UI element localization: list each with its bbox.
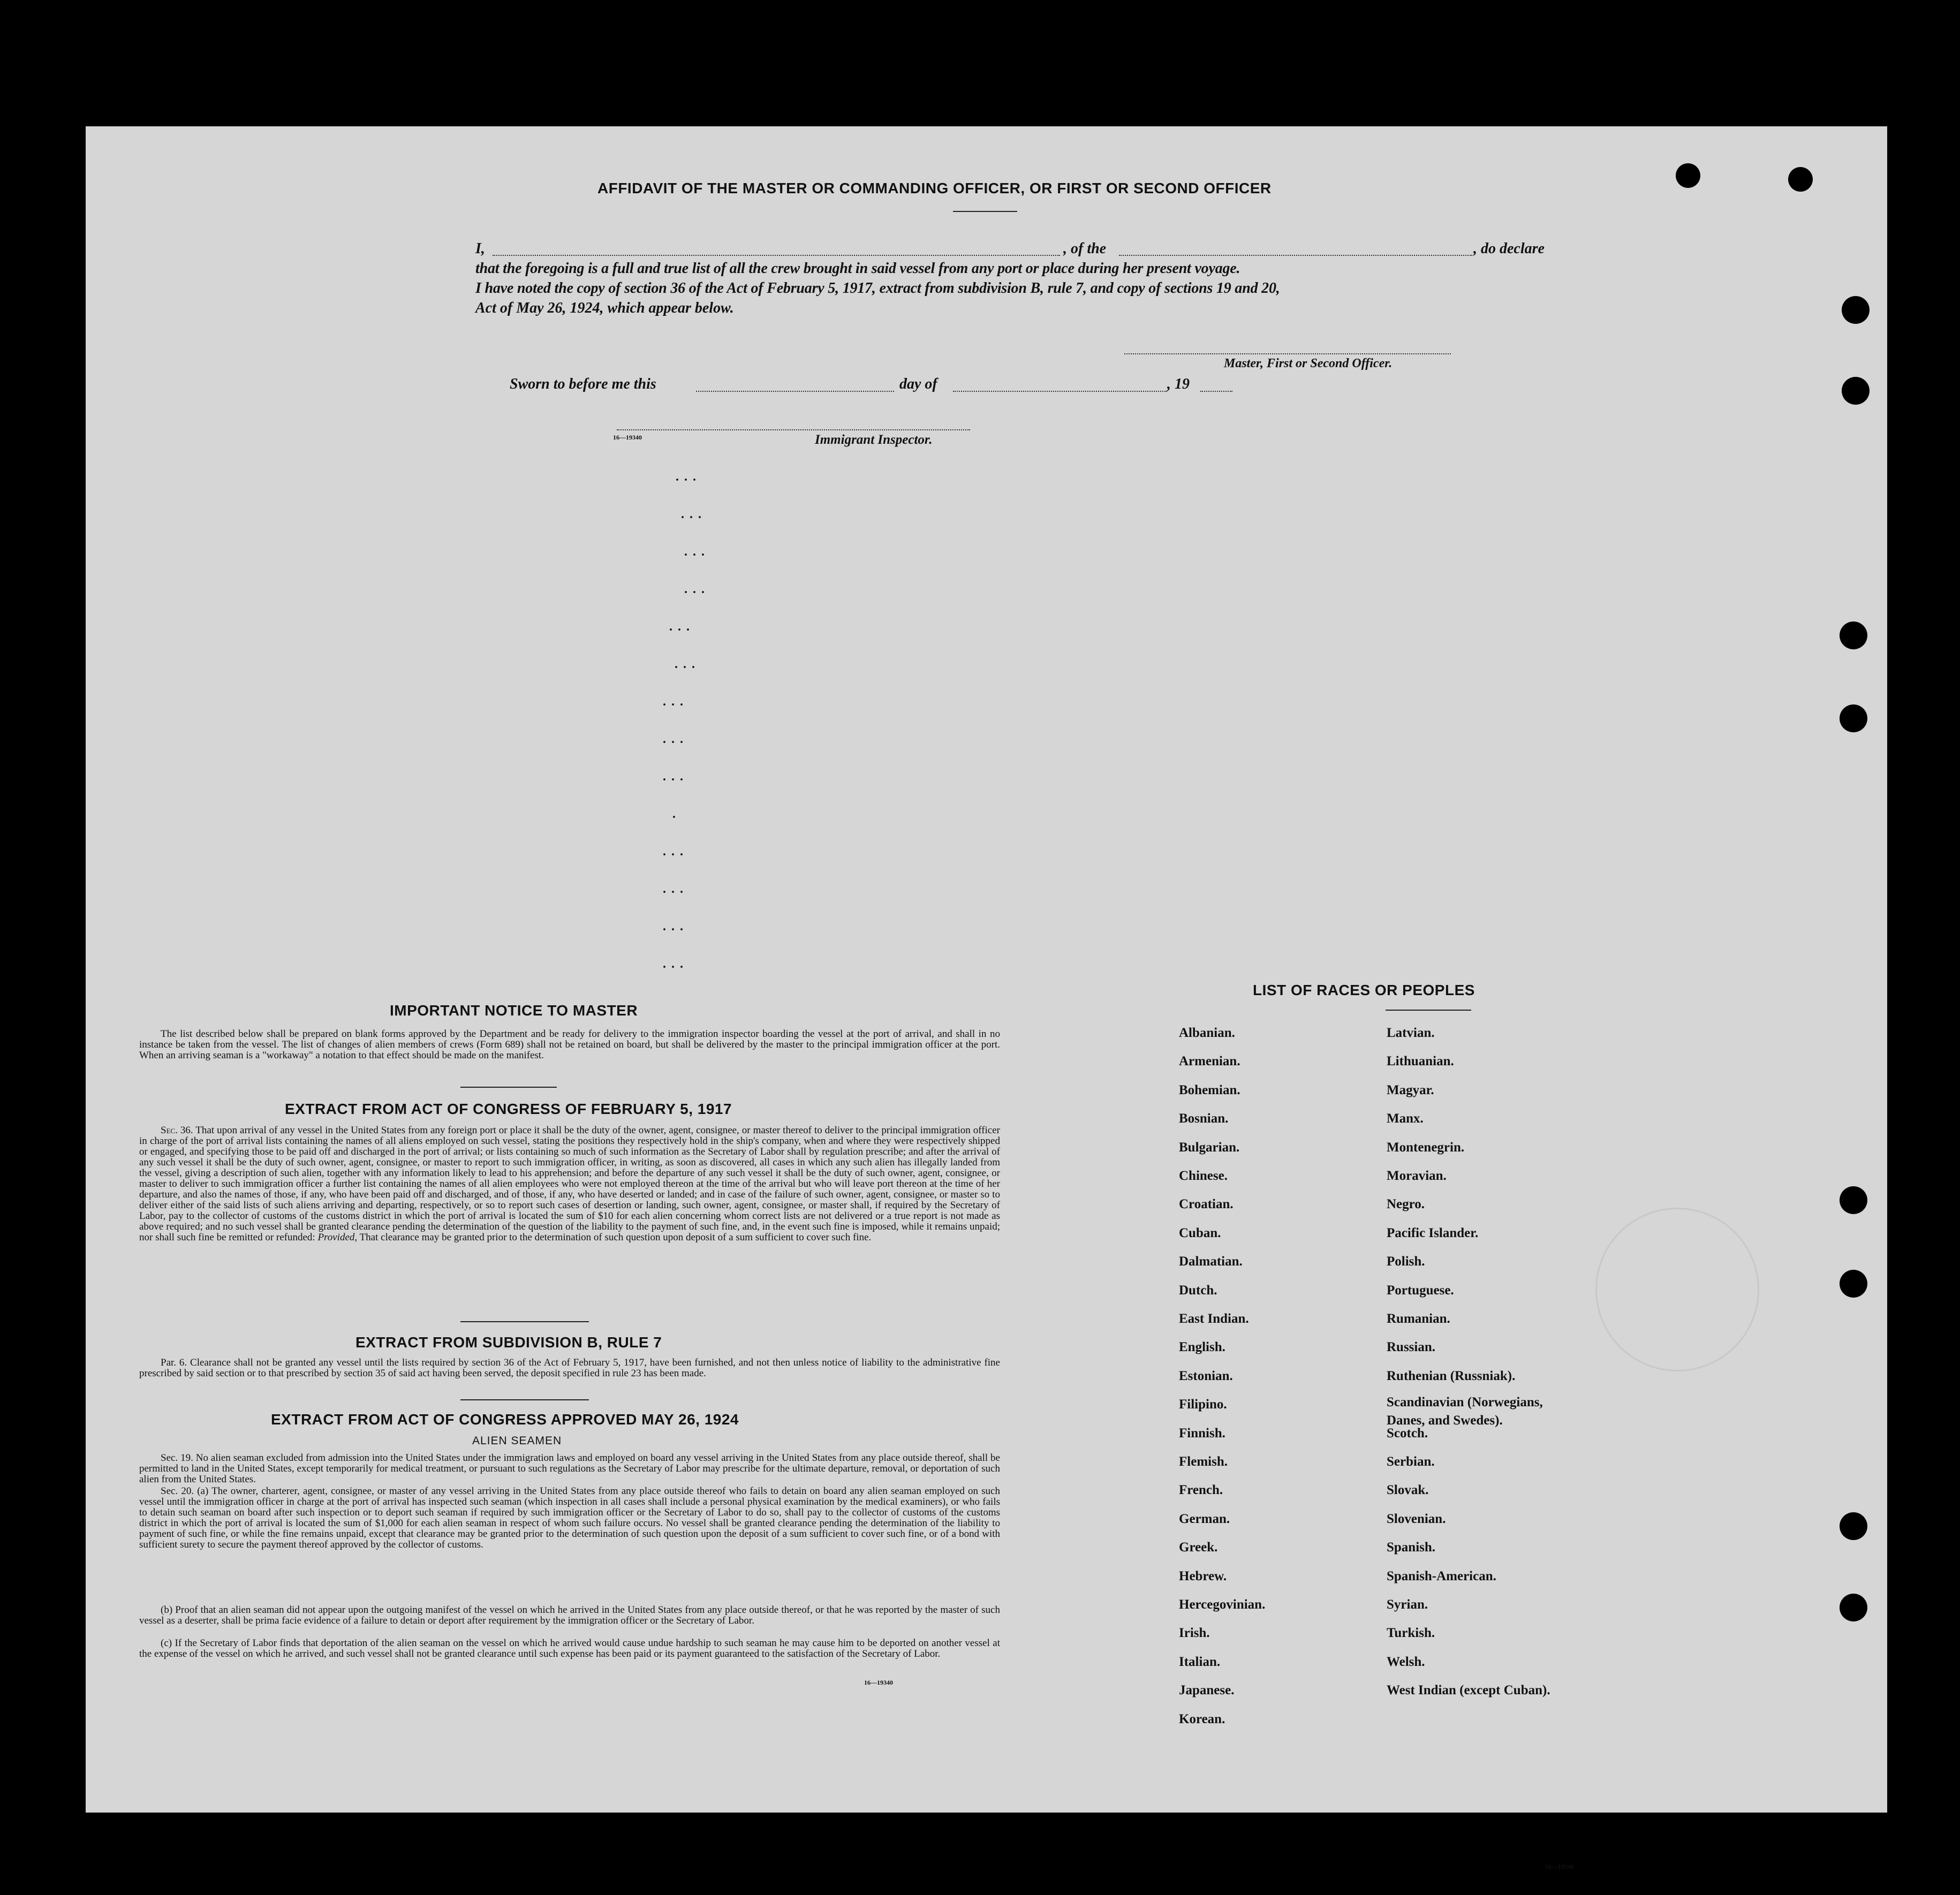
race-item: Syrian. <box>1387 1597 1428 1612</box>
sworn-month-blank[interactable] <box>953 391 1167 392</box>
vessel-blank[interactable] <box>1119 255 1472 256</box>
notice-body: The list described below shall be prepared on blank forms approved by the Department and be ready for delivery to the immigration inspector boarding the vessel at the port of arrival, and shall in no instance be taken from the vessel. The list of changes of alien members of crews (Form 689) shall not be retained on board, but shall be delivered by the master to the principal immigration officer at the port. When an arriving seaman is a "workaway" a notation to that effect should be made on the manifest. <box>139 1028 1000 1061</box>
dot-mark: ... <box>684 545 710 559</box>
rule-7-title: EXTRACT FROM SUBDIVISION B, RULE 7 <box>355 1334 662 1351</box>
binder-hole <box>1840 1512 1867 1540</box>
race-item: Spanish-American. <box>1387 1568 1496 1583</box>
dot-mark: . <box>672 807 681 821</box>
race-item: Polish. <box>1387 1254 1425 1269</box>
race-item: Moravian. <box>1387 1169 1447 1183</box>
binder-hole <box>1840 704 1867 732</box>
race-item: Portuguese. <box>1387 1283 1454 1298</box>
race-item: Turkish. <box>1387 1626 1435 1641</box>
form-sheet <box>86 126 1887 1870</box>
day-of-label: day of <box>899 376 937 392</box>
races-form-number: 16—19340 <box>1545 1863 1574 1870</box>
affidavit-line-4: Act of May 26, 1924, which appear below. <box>475 300 734 316</box>
affidavit-i-label: I, <box>475 240 485 257</box>
affidavit-declare-label: , do declare <box>1473 240 1545 257</box>
inspector-label: Immigrant Inspector. <box>815 433 933 447</box>
act-1917-provided: Provided, <box>317 1232 358 1243</box>
races-title: LIST OF RACES OR PEOPLES <box>1253 982 1475 998</box>
dot-mark: ... <box>663 845 688 859</box>
affidavit-title: AFFIDAVIT OF THE MASTER OR COMMANDING OFFICER, OR FIRST OR SECOND OFFICER <box>597 180 1272 196</box>
race-item: Cuban. <box>1179 1225 1221 1240</box>
race-item: Spanish. <box>1387 1540 1436 1555</box>
affidavit-form-number: 16—19340 <box>613 434 642 441</box>
binder-hole <box>1676 163 1700 188</box>
race-item: Latvian. <box>1387 1026 1435 1040</box>
dot-mark: ... <box>663 920 688 934</box>
dot-mark: ... <box>681 507 707 521</box>
race-item: French. <box>1179 1483 1223 1498</box>
dot-mark: ... <box>663 732 688 746</box>
binder-hole <box>1842 296 1870 324</box>
race-item: Slovak. <box>1387 1483 1429 1498</box>
race-item: Irish. <box>1179 1626 1210 1641</box>
act-1924-sec-19: Sec. 19. No alien seaman excluded from admission into the United States under the immigration laws and employed on board any vessel arriving in the United States from any place outside thereof, shall be permitted to land in the United States, except temporarily for medical treatment, or pursuant to such regulations as the Secretary of Labor may prescribe for the ultimate departure, removal, or deportation of such alien from the United States. <box>139 1452 1000 1485</box>
race-item: Chinese. <box>1179 1169 1228 1183</box>
act-1924-sec-20c: (c) If the Secretary of Labor finds that deportation of the alien seaman on the vessel on which he arrived would cause undue hardship to such seaman he may cause him to be deported on another vessel at the expense of the vessel on which he arrived, and such vessel shall not be granted clearance until such expense has been paid or its payment guaranteed to the satisfaction of the Secretary of Labor. <box>139 1638 1000 1659</box>
race-item: Serbian. <box>1387 1454 1435 1469</box>
binder-hole <box>1840 621 1867 649</box>
dot-mark: ... <box>684 582 710 596</box>
race-item: Manx. <box>1387 1111 1424 1126</box>
rule-7-body: Par. 6. Clearance shall not be granted any vessel until the lists required by section 36 of the Act of February 5, 1917, have been furnished, and not then unless notice of liability to the administrative fine prescribed by said section or to that prescribed by section 35 of said act having been served, the deposit specified in rule 23 has been made. <box>139 1357 1000 1379</box>
race-item: Welsh. <box>1387 1654 1425 1669</box>
race-item: Hebrew. <box>1179 1568 1227 1583</box>
act-1917-tail: That clearance may be granted prior to the determination of such question upon deposit of a sum sufficient to cover such fine. <box>359 1232 872 1243</box>
title-rule <box>953 211 1017 212</box>
race-item: Bosnian. <box>1179 1111 1229 1126</box>
binder-hole <box>1840 1270 1867 1298</box>
notice-title: IMPORTANT NOTICE TO MASTER <box>390 1002 638 1019</box>
binder-hole <box>1842 377 1870 405</box>
race-item: English. <box>1179 1340 1225 1355</box>
sworn-label: Sworn to before me this <box>510 376 656 392</box>
dot-mark: ... <box>676 470 701 484</box>
race-item: Croatian. <box>1179 1197 1233 1212</box>
race-item: Montenegrin. <box>1387 1140 1465 1155</box>
races-title-rule <box>1386 1010 1471 1011</box>
dot-mark: ... <box>675 657 700 671</box>
affidavit-line-2: that the foregoing is a full and true list of all the crew brought in said vessel from any port or place during her present voyage. <box>475 260 1240 277</box>
faint-seal <box>1595 1208 1759 1371</box>
dot-mark: ... <box>663 770 688 784</box>
binder-hole <box>1840 1186 1867 1214</box>
act-1917-body <box>139 1125 1000 1243</box>
year-label: , 19 <box>1167 376 1190 392</box>
sworn-year-blank[interactable] <box>1200 391 1232 392</box>
race-item: Rumanian. <box>1387 1312 1450 1326</box>
act-1924-title: EXTRACT FROM ACT OF CONGRESS APPROVED MAY 26, 1924 <box>271 1411 739 1428</box>
race-item: Bulgarian. <box>1179 1140 1240 1155</box>
race-item: West Indian (except Cuban). <box>1387 1683 1550 1698</box>
alien-seamen-subtitle: ALIEN SEAMEN <box>472 1435 562 1447</box>
dot-mark: ... <box>663 695 688 709</box>
race-item: German. <box>1179 1511 1230 1526</box>
race-item: Filipino. <box>1179 1397 1227 1412</box>
race-item: Russian. <box>1387 1340 1436 1355</box>
race-item: Danes, and Swedes). <box>1387 1413 1503 1428</box>
race-item: Lithuanian. <box>1387 1054 1454 1069</box>
race-item: Scotch. <box>1387 1426 1428 1441</box>
race-item: Scandinavian (Norwegians, <box>1387 1395 1543 1410</box>
race-item: Dutch. <box>1179 1283 1217 1298</box>
race-item: Magyar. <box>1387 1082 1434 1097</box>
binder-hole <box>1788 167 1813 192</box>
race-item: Bohemian. <box>1179 1082 1240 1097</box>
act-1917-title: EXTRACT FROM ACT OF CONGRESS OF FEBRUARY 5, 1917 <box>285 1101 732 1117</box>
race-item: Slovenian. <box>1387 1511 1446 1526</box>
act-1924-sec-20a: Sec. 20. (a) The owner, charterer, agent, consignee, or master of any vessel arriving in the United States from any place outside thereof who fails to detain on board any alien seaman employed on such vessel until the immigration officer in charge at the port of arrival has inspected such seaman (which inspection in all cases shall include a personal physical examination by the medical examiners), or who fails to detain such seaman on board after such inspection or to deport such seaman if required by such immigration officer or the Secretary of Labor to do so, shall pay to the collector of customs of the customs district in which the port of arrival is located the sum of $1,000 for each alien seaman in respect of whom such failure occurs. No vessel shall be granted clearance pending the determination of the liability to payment of such fine, or while the fine remains unpaid, except that clearance may be granted prior to the determination of such question upon the deposit of a sum sufficient to cover such fine, or of a bond with sufficient surety to secure the payment thereof approved by the collector of customs. <box>139 1485 1000 1550</box>
race-item: Finnish. <box>1179 1426 1225 1441</box>
race-item: Japanese. <box>1179 1683 1235 1698</box>
race-item: Estonian. <box>1179 1368 1233 1383</box>
dot-mark: ... <box>663 957 688 971</box>
race-item: Korean. <box>1179 1711 1225 1726</box>
race-item: Hercegovinian. <box>1179 1597 1266 1612</box>
race-item: Greek. <box>1179 1540 1218 1555</box>
section-rule <box>460 1399 589 1400</box>
section-rule <box>460 1321 589 1322</box>
act-1917-sec-text: That upon arrival of any vessel in the United States from any foreign port or place it shall be the duty of the owner, agent, consignee, or master thereof to deliver to the principal immigration officer in charge of the port of arrival lists containing the names of all aliens employed on such vessel, stating the positions they respectively hold in the ship's company, when and where they were respectively shipped or engaged, and specifying those to be paid off and discharged in the port of arrival; or lists containing so much of such information as the Secretary of Labor shall by regulation prescribe; and after the arrival of any such vessel it shall be the duty of such owner, agent, consignee, or master to report to such immigration officer, in writing, as soon as discovered, all cases in which any such alien has illegally landed from the vessel, giving a description of such alien, together with any information likely to lead to his apprehension; and before the departure of any such vessel it shall be the duty of such owner, agent, consignee, or master to deliver to such immigration officer a further list containing the names of all alien employees who were not employed thereon at the time of the arrival but who will leave port thereon at the time of her departure, and also the names of those, if any, who have been paid off and discharged, and of those, if any, who have deserted or landed; and in case of the failure of such owner, agent, consignee, or master so to deliver either of the said lists of such aliens arriving and departing, respectively, or so to report such cases of desertion or landing, such owner, agent, consignee, or master shall, if required by the Secretary of Labor, pay to the collector of customs of the customs district in which the port of arrival is located the sum of $10 for each alien concerning whom correct lists are not delivered or a true report is not made as above required; and no such vessel shall be granted clearance pending the determination of the question of the liability to the payment of such fine, and, in the event such fine is imposed, while it remains unpaid; nor shall such fine be remitted or refunded: <box>139 1125 1000 1243</box>
race-item: Dalmatian. <box>1179 1254 1243 1269</box>
race-item: Armenian. <box>1179 1054 1240 1069</box>
race-item: Albanian. <box>1179 1026 1235 1040</box>
master-signature-label: Master, First or Second Officer. <box>1224 357 1393 370</box>
dot-mark: ... <box>669 620 695 634</box>
act-1924-form-number: 16—19340 <box>864 1679 893 1686</box>
affidavit-of-label: , of the <box>1063 240 1107 257</box>
race-item: Negro. <box>1387 1197 1425 1212</box>
inspector-signature-line[interactable] <box>617 429 970 430</box>
race-item: Italian. <box>1179 1654 1221 1669</box>
act-1917-sec-label: Sec. 36. <box>161 1125 193 1136</box>
act-1924-sec-20b: (b) Proof that an alien seaman did not appear upon the outgoing manifest of the vessel on which he arrived in the United States from any place outside thereof, or that he was reported by the master of such vessel as a deserter, shall be prima facie evidence of a failure to detain or deport after requirement by the immigration officer or the Secretary of Labor. <box>139 1604 1000 1626</box>
affidavit-line-3: I have noted the copy of section 36 of the Act of February 5, 1917, extract from subdivision B, rule 7, and copy of sections 19 and 20, <box>475 280 1280 297</box>
race-item: Ruthenian (Russniak). <box>1387 1368 1516 1383</box>
race-item: East Indian. <box>1179 1312 1249 1326</box>
master-signature-line[interactable] <box>1124 353 1451 354</box>
race-item: Flemish. <box>1179 1454 1228 1469</box>
name-blank[interactable] <box>493 255 1060 256</box>
race-item: Pacific Islander. <box>1387 1225 1479 1240</box>
sworn-day-blank[interactable] <box>696 391 894 392</box>
binder-hole <box>1840 1594 1867 1621</box>
section-rule <box>460 1087 557 1088</box>
dot-mark: ... <box>663 882 688 896</box>
